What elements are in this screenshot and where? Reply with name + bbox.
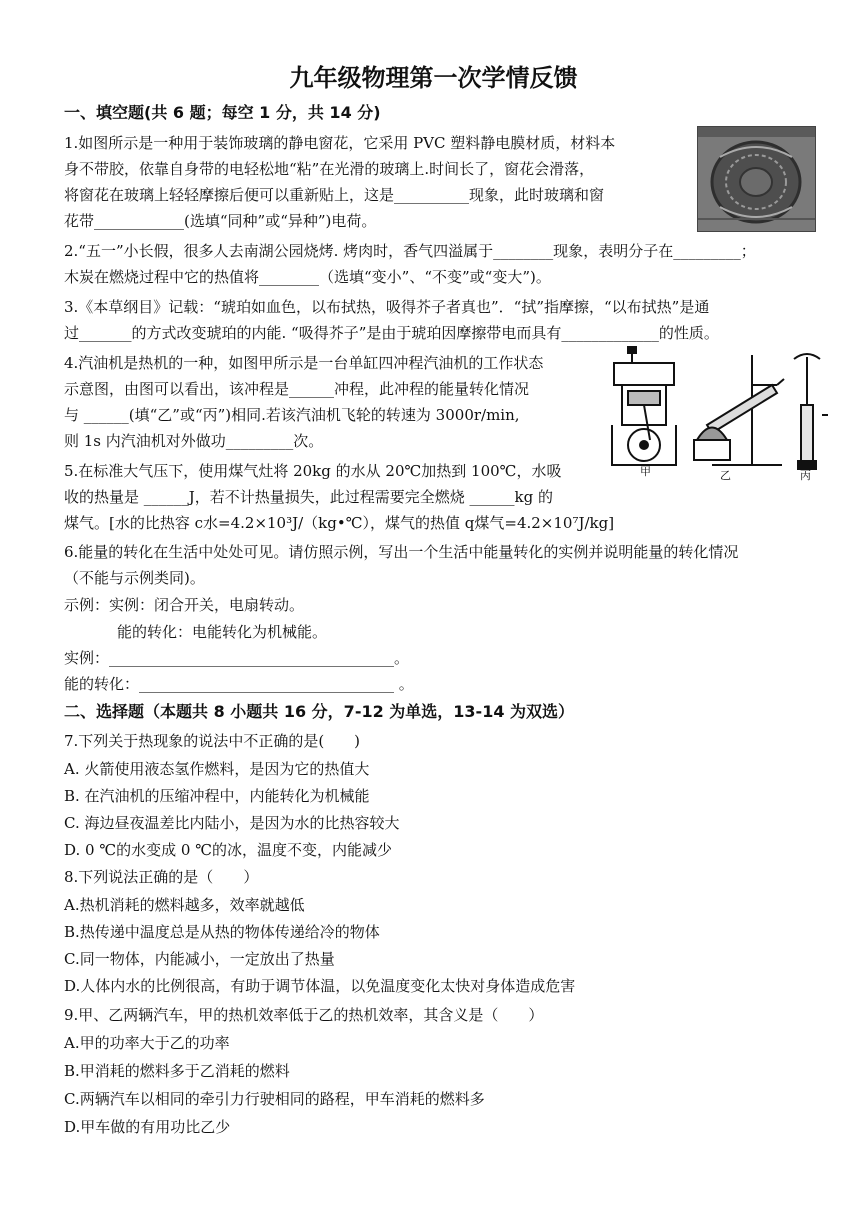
section-heading-multiple-choice: 二、选择题（本题共 8 小题共 16 分，7-12 为单选，13-14 为双选）	[64, 702, 575, 721]
engine-experiment-figures	[602, 345, 834, 480]
answer-example-line: 实例：______________________________________。	[64, 649, 410, 667]
figure-label-bing: 丙	[800, 469, 811, 482]
question-8-stem: 8.下列说法正确的是（ ）	[64, 868, 259, 886]
question-9-stem: 9.甲、乙两辆汽车，甲的热机效率低于乙的热机效率，其含义是（ ）	[64, 1006, 544, 1024]
question-5-line-3: 煤气。[水的比热容 c水=4.2×10³J/（kg•℃），煤气的热值 q煤气=4.2×10⁷J/kg]	[64, 514, 615, 532]
question-8-option-a: A.热机消耗的燃料越多，效率就越低	[64, 896, 305, 914]
question-5-line-2: 收的热量是 ______J，若不计热量损失，此过程需要完全燃烧 ______kg 的	[64, 488, 554, 506]
page-title: 九年级物理第一次学情反馈	[289, 64, 578, 92]
figure-label-yi: 乙	[720, 469, 731, 482]
question-9-option-d: D.甲车做的有用功比乙少	[64, 1118, 231, 1136]
question-1-line-3: 将窗花在玻璃上轻轻摩擦后便可以重新贴上，这是__________现象，此时玻璃和窗	[64, 186, 605, 204]
example-line-2: 能的转化：电能转化为机械能。	[117, 623, 328, 641]
figure-label-jia: 甲	[640, 465, 651, 478]
question-7-option-b: B. 在汽油机的压缩冲程中，内能转化为机械能	[64, 787, 370, 805]
section-heading-fill-blank: 一、填空题(共 6 题；每空 1 分，共 14 分)	[64, 103, 381, 122]
question-8-option-d: D.人体内水的比例很高，有助于调节体温，以免温度变化太快对身体造成危害	[64, 977, 576, 995]
question-4-line-1: 4.汽油机是热机的一种，如图甲所示是一台单缸四冲程汽油机的工作状态	[64, 354, 544, 372]
question-2-line-1: 2.“五一”小长假，很多人去南湖公园烧烤. 烤肉时，香气四溢属于________现象，表明分子在_________；	[64, 242, 756, 260]
question-6-line-2: （不能与示例类同)。	[64, 569, 205, 587]
question-8-option-b: B.热传递中温度总是从热的物体传递给冷的物体	[64, 923, 380, 941]
question-8-option-c: C.同一物体，内能减小，一定放出了热量	[64, 950, 335, 968]
question-7-stem: 7.下列关于热现象的说法中不正确的是( )	[64, 732, 361, 750]
example-line-1: 示例：实例：闭合开关，电扇转动。	[64, 596, 305, 614]
question-9-option-a: A.甲的功率大于乙的功率	[64, 1034, 230, 1052]
question-7-option-c: C. 海边昼夜温差比内陆小，是因为水的比热容较大	[64, 814, 400, 832]
question-1-line-4: 花带____________(选填“同种”或“异种”)电荷。	[64, 212, 377, 230]
question-5-line-1: 5.在标准大气压下，使用煤气灶将 20kg 的水从 20℃加热到 100℃，水吸	[64, 462, 562, 480]
figure-diagrams	[602, 345, 834, 480]
question-4-line-2: 示意图，由图可以看出，该冲程是______冲程，此冲程的能量转化情况	[64, 380, 530, 398]
answer-energy-line: 能的转化：__________________________________ 。	[64, 675, 414, 693]
question-3-line-1: 3.《本草纲目》记载：“琥珀如血色，以布拭热，吸得芥子者真也”．“拭”指摩擦，“以布拭热”是通	[64, 298, 710, 316]
question-4-line-3: 与 ______(填“乙”或“丙”)相同.若该汽油机飞轮的转速为 3000r/min,	[64, 406, 520, 424]
question-9-option-c: C.两辆汽车以相同的牵引力行驶相同的路程，甲车消耗的燃料多	[64, 1090, 485, 1108]
question-4-line-4: 则 1s 内汽油机对外做功_________次。	[64, 432, 324, 450]
question-7-option-a: A. 火箭使用液态氢作燃料，是因为它的热值大	[64, 760, 370, 778]
question-1-line-1: 1.如图所示是一种用于装饰玻璃的静电窗花，它采用 PVC 塑料静电膜材质，材料本	[64, 134, 616, 152]
question-7-option-d: D. 0 ℃的水变成 0 ℃的冰，温度不变，内能减少	[64, 841, 392, 859]
window-decal-photo	[697, 126, 816, 232]
question-3-line-2: 过_______的方式改变琥珀的内能. “吸得芥子”是由于琥珀因摩擦带电而具有_____________的性质。	[64, 324, 719, 342]
question-1-line-2: 身不带胶，依靠自身带的电轻松地“粘”在光滑的玻璃上.时间长了，窗花会滑落，	[64, 160, 595, 178]
question-9-option-b: B.甲消耗的燃料多于乙消耗的燃料	[64, 1062, 290, 1080]
question-2-line-2: 木炭在燃烧过程中它的热值将________（选填“变小”、“不变”或“变大”)。	[64, 268, 551, 286]
question-6-line-1: 6.能量的转化在生活中处处可见。请仿照示例，写出一个生活中能量转化的实例并说明能量的转化情况	[64, 543, 739, 561]
